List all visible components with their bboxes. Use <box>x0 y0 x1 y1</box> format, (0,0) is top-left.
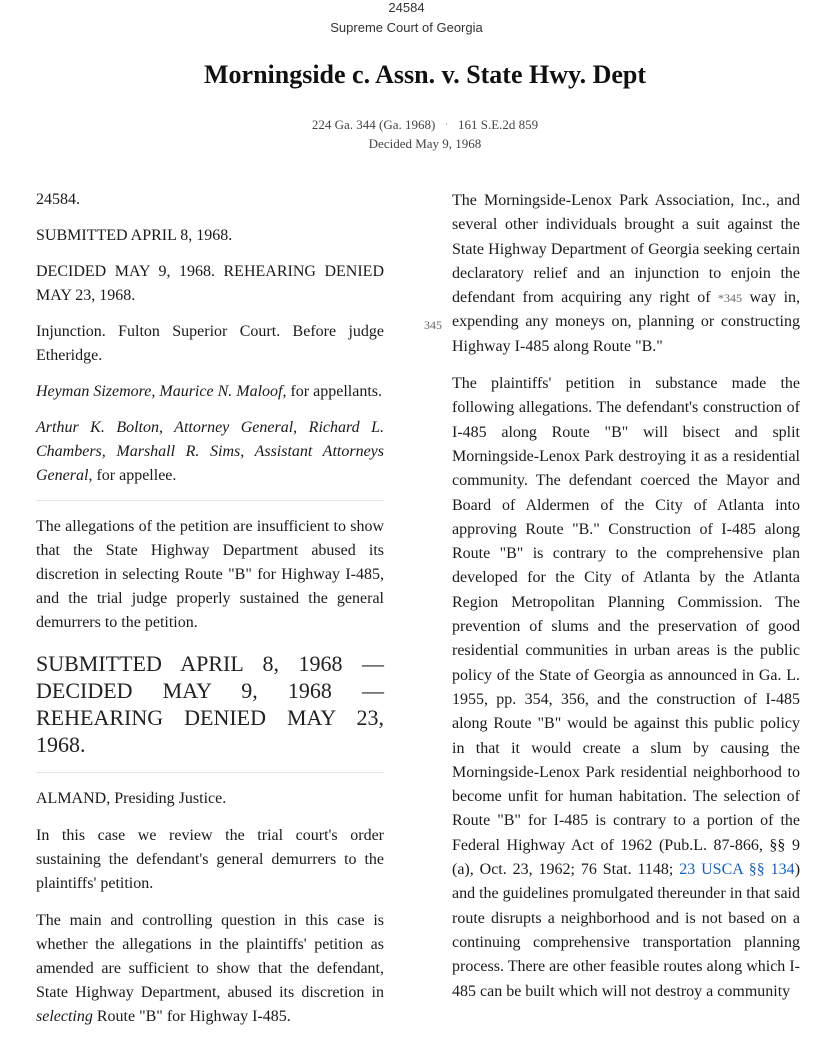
text-run: The Morningside-Lenox Park Association, Inc., and several other individuals brought a suit against the State Highway Department of Georgia seeking certain declaratory relief and an injunction to enjoin the defendant from acquiring any right of <box>452 192 800 307</box>
appellants-suffix: , for appellants. <box>282 383 382 400</box>
text-run: The plaintiffs' petition in substance made the following allegations. The defendant's construction of I-485 along Route "B" will bisect and split Morningside-Lenox Park destroying it as a residential community. The defendant coerced the Mayor and Board of Aldermen of the City of Atlanta into approving Route "B." Construction of I-485 along Route "B" is contrary to the comprehensive plan developed for the City of Atlanta by the Atlanta Region Metropolitan Planning Commission. The prevention of slums and the preservation of good residential communities in urban areas is the public policy of the State of Georgia as announced in Ga. L. 1955, pp. 354, 356, and the construction of I-485 along Route "B" would be against this public policy in that it would create a slum by causing the Morningside-Lenox Park residential neighborhood to become unfit for human habitation. The selection of Route "B" for I-485 is contrary to a portion of the Federal Highway Act of 1962 (Pub.L. 87-866, §§ 9 (a), Oct. 23, 1962; 76 Stat. 1148; <box>452 375 800 879</box>
citation-reporter-1: 224 Ga. 344 (Ga. 1968) <box>311 117 436 132</box>
appellants-names: Heyman Sizemore, Maurice N. Maloof <box>36 383 283 400</box>
star-page-marker: *345 <box>718 291 742 306</box>
divider <box>36 772 384 773</box>
divider <box>36 500 384 501</box>
appellee-counsel <box>36 416 384 488</box>
docket-line: 24584. <box>36 191 80 208</box>
text-run: ) and the guidelines promulgated thereunder in that said route disrupts a neighborhood and is not based on a continuing comprehensive transportation planning process. There are other feasible routes along which I-485 can be built which will not destroy a community <box>452 861 801 1000</box>
opinion-paragraph: In this case we review the trial court's order sustaining the defendant's general demurrers to the plaintiffs' petition. <box>36 827 384 892</box>
citation-separator: · <box>445 120 448 129</box>
opinion-paragraph <box>452 372 800 1004</box>
appellee-suffix: , for appellee. <box>88 467 177 484</box>
text-run: Route "B" for Highway I-485. <box>92 1008 291 1025</box>
decided-line: DECIDED MAY 9, 1968. REHEARING DENIED MAY 23, 1968. <box>36 263 384 304</box>
appellants-counsel <box>36 380 384 404</box>
syllabus: The allegations of the petition are insufficient to show that the State Highway Department abused its discretion in selecting Route "B" for Highway I-485, and the trial judge properly sustained the general demurrers to the petition. <box>36 518 384 631</box>
page-number-marker: 345 <box>424 318 442 332</box>
opinion-paragraph <box>36 909 384 1029</box>
opinion-paragraph <box>452 189 800 359</box>
case-title: Morningside c. Assn. v. State Hwy. Dept <box>203 60 647 89</box>
text-run: The main and controlling question in this case is whether the allegations in the plaintiffs' petition as amended are sufficient to show that the defendant, State Highway Department, abused its discretion in <box>36 912 384 1001</box>
statute-citation-link[interactable]: 23 USCA §§ 134 <box>679 861 795 879</box>
emphasis: selecting <box>36 1008 93 1025</box>
citation-reporter-2: 161 S.E.2d 859 <box>457 117 539 132</box>
left-column <box>36 188 384 1029</box>
court-name: Supreme Court of Georgia <box>330 20 483 35</box>
right-column <box>452 189 800 1004</box>
injunction-line: Injunction. Fulton Superior Court. Before judge Etheridge. <box>36 323 384 364</box>
appellee-names: Arthur K. Bolton, Attorney General, Richard L. Chambers, Marshall R. Sims, Assistant Attorneys General <box>36 419 384 484</box>
submitted-line: SUBMITTED APRIL 8, 1968. <box>36 227 233 244</box>
citations <box>0 116 813 134</box>
judge-line: ALMAND, Presiding Justice. <box>36 790 227 807</box>
dates-heading: SUBMITTED APRIL 8, 1968 — DECIDED MAY 9, 1968 — REHEARING DENIED MAY 23, 1968. <box>36 651 384 757</box>
text-run: way in, expending any moneys on, planning or constructing Highway I-485 along Route "B." <box>452 289 801 355</box>
docket-number: 24584 <box>388 0 425 15</box>
decided-date: Decided May 9, 1968 <box>368 136 482 151</box>
